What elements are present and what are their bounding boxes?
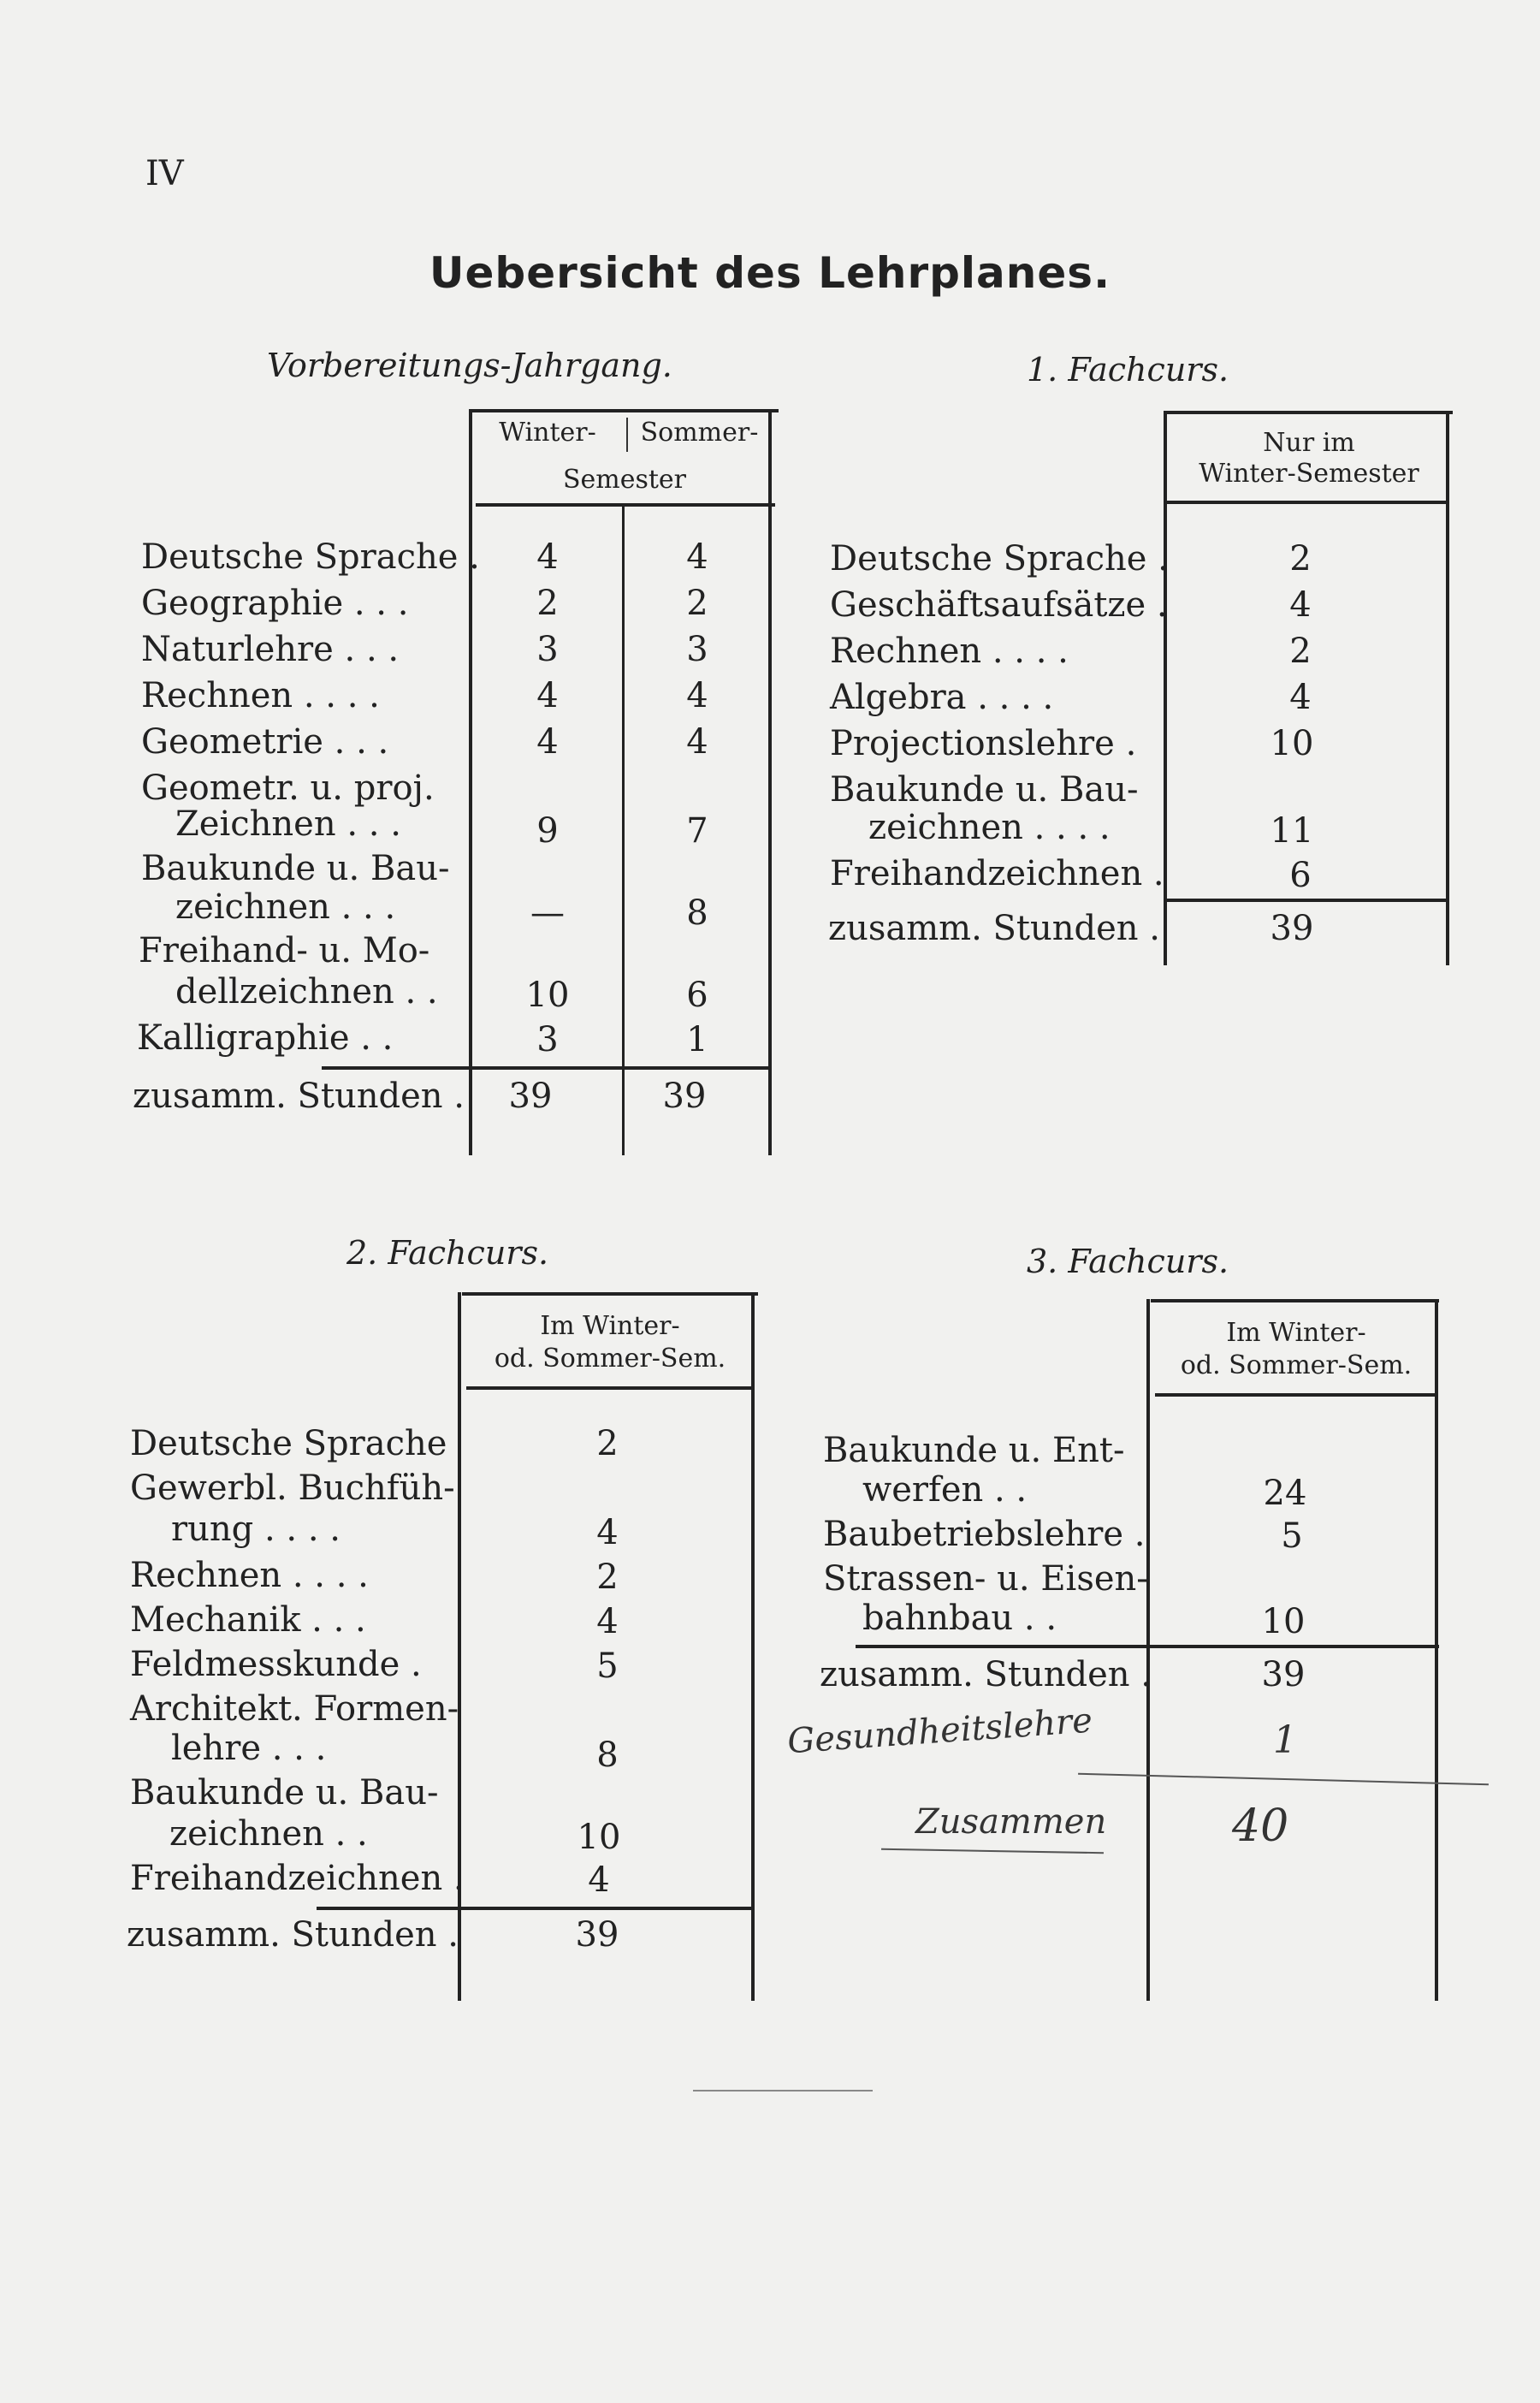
vorb-row-label: Geometrie . . . [141, 722, 389, 762]
f1-total-rule [1167, 899, 1449, 902]
end-rule [693, 2090, 873, 2092]
f3-col-line-left [1146, 1299, 1150, 2001]
f1-row-value: 4 [1289, 585, 1312, 625]
vorb-row-winter: 4 [536, 537, 559, 577]
handwritten-underline [1078, 1773, 1489, 1786]
handwritten-total-underline [881, 1848, 1104, 1854]
f3-total-value: 39 [1261, 1655, 1306, 1694]
f2-row-label: Freihandzeichnen . [130, 1859, 465, 1898]
vorb-row-label: Zeichnen . . . [175, 804, 401, 844]
vorb-row-winter: 3 [536, 630, 559, 669]
f2-row-value: 5 [596, 1646, 619, 1686]
vorb-row-sommer: 7 [686, 811, 708, 851]
f3-row-value: 5 [1281, 1516, 1303, 1556]
handwritten-subject-value: 1 [1273, 1718, 1297, 1762]
f3-total-rule [856, 1645, 1439, 1648]
f2-row-label: Architekt. Formen- [130, 1689, 459, 1729]
f3-row-label: Baubetriebslehre . [823, 1515, 1146, 1554]
vorb-row-label: Naturlehre . . . [141, 630, 400, 669]
f3-row-value: 24 [1263, 1474, 1307, 1513]
vorb-row-label: Geographie . . . [141, 584, 409, 623]
f1-col-line2: Winter-Semester [1199, 459, 1419, 489]
f1-row-label: Deutsche Sprache . [830, 539, 1169, 578]
f1-col-line1: Nur im [1263, 428, 1355, 458]
f2-row-value: 2 [596, 1424, 619, 1463]
vorb-col-line-right [768, 409, 772, 1155]
f1-row-label: Algebra . . . . [830, 678, 1054, 717]
f3-total-label: zusamm. Stunden . [820, 1655, 1152, 1694]
vorb-row-winter: 10 [525, 976, 570, 1015]
f2-total-value: 39 [575, 1915, 619, 1955]
f3-header-rule [1155, 1393, 1437, 1397]
vorb-row-sommer: 4 [686, 537, 708, 577]
vorb-row-sommer: 4 [686, 676, 708, 715]
vorb-row-sommer: 4 [686, 722, 708, 762]
f2-col-line-right [751, 1292, 755, 2001]
vorb-col-sommer: Sommer- [640, 418, 759, 448]
f1-row-value: 4 [1289, 678, 1312, 717]
vorb-row-sommer: 8 [686, 893, 708, 933]
f2-row-label: Deutsche Sprache [130, 1424, 447, 1463]
f1-row-value: 11 [1270, 811, 1314, 851]
vorb-row-sommer: 3 [686, 630, 708, 669]
f2-table-top-rule [462, 1292, 758, 1296]
f3-row-value: 10 [1261, 1602, 1306, 1641]
f1-table-top-rule [1164, 411, 1453, 414]
handwritten-subject: Gesundheitslehre [785, 1700, 1094, 1762]
f1-row-value: 2 [1289, 539, 1312, 578]
f2-row-label: Feldmesskunde . [130, 1645, 422, 1684]
vorb-row-label: Kalligraphie . . [137, 1018, 394, 1058]
f2-row-label: Rechnen . . . . [130, 1556, 369, 1595]
vorb-row-winter: 3 [536, 1020, 559, 1059]
f2-total-rule [317, 1907, 755, 1910]
f3-col-line1: Im Winter- [1226, 1318, 1366, 1348]
f3-col-line-right [1435, 1299, 1438, 2001]
vorb-total-winter: 39 [508, 1077, 553, 1116]
f1-row-label: zeichnen . . . . [868, 808, 1111, 847]
vorb-row-label: dellzeichnen . . [175, 972, 438, 1012]
vorb-total-label: zusamm. Stunden . [133, 1077, 465, 1116]
f2-row-value: 8 [596, 1736, 619, 1775]
f2-col-line1: Im Winter- [540, 1311, 680, 1341]
f1-row-value: 6 [1289, 856, 1312, 895]
f1-total-value: 39 [1270, 909, 1314, 948]
vorb-row-winter: 4 [536, 676, 559, 715]
f3-row-label: Strassen- u. Eisen- [823, 1559, 1148, 1599]
vorb-row-label: Geometr. u. proj. [141, 768, 435, 808]
handwritten-total-value: 40 [1232, 1801, 1289, 1852]
f2-row-label: rung . . . . [171, 1510, 341, 1549]
vorb-col-winter: Winter- [499, 418, 596, 448]
f3-row-label: werfen . . [862, 1470, 1028, 1510]
f3-row-label: Baukunde u. Ent- [823, 1431, 1125, 1470]
vorb-header-rule [476, 503, 775, 507]
section-heading-fachcurs-1: 1. Fachcurs. [1027, 351, 1229, 389]
page-number: IV [145, 154, 184, 193]
f1-row-label: Rechnen . . . . [830, 632, 1069, 671]
section-heading-vorbereitung: Vorbereitungs-Jahrgang. [267, 347, 672, 384]
vorb-table-top-rule [469, 409, 779, 412]
f1-row-label: Baukunde u. Bau- [830, 770, 1139, 810]
vorb-row-winter: 9 [536, 811, 559, 851]
f1-row-value: 2 [1289, 632, 1312, 671]
vorb-row-label: zeichnen . . . [175, 887, 396, 927]
vorb-row-label: Freihand- u. Mo- [139, 931, 430, 970]
vorb-row-winter: 4 [536, 722, 559, 762]
vorb-header-divider [626, 418, 628, 452]
vorb-row-sommer: 2 [686, 584, 708, 623]
vorb-row-label: Baukunde u. Bau- [141, 849, 450, 888]
f1-row-value: 10 [1270, 724, 1314, 763]
vorb-row-sommer: 1 [686, 1020, 708, 1059]
vorb-total-rule [322, 1066, 770, 1070]
vorb-row-sommer: 6 [686, 976, 708, 1015]
f2-row-label: Gewerbl. Buchfüh- [130, 1468, 455, 1508]
f2-row-value: 2 [596, 1558, 619, 1597]
f2-row-label: zeichnen . . [169, 1814, 368, 1854]
f2-row-label: Mechanik . . . [130, 1600, 366, 1640]
f1-total-label: zusamm. Stunden . [828, 909, 1160, 948]
f3-table-top-rule [1151, 1299, 1439, 1302]
handwritten-total-label: Zusammen [915, 1802, 1107, 1842]
f1-col-line-right [1446, 411, 1449, 965]
vorb-col-line-left [469, 409, 472, 1155]
f1-header-rule [1167, 501, 1449, 504]
vorb-total-sommer: 39 [662, 1077, 707, 1116]
vorb-row-winter: 2 [536, 584, 559, 623]
f2-row-value: 4 [588, 1860, 610, 1900]
section-heading-fachcurs-2: 2. Fachcurs. [346, 1234, 549, 1272]
f2-row-label: lehre . . . [171, 1729, 327, 1768]
vorb-row-label: Deutsche Sprache . [141, 537, 480, 577]
vorb-col-semester: Semester [562, 465, 687, 495]
f2-row-label: Baukunde u. Bau- [130, 1773, 439, 1813]
f3-row-label: bahnbau . . [862, 1599, 1057, 1638]
f2-header-rule [466, 1386, 754, 1390]
vorb-row-label: Rechnen . . . . [141, 676, 380, 715]
f2-row-value: 10 [577, 1818, 621, 1857]
vorb-col-line-mid [622, 503, 625, 1155]
f2-row-value: 4 [596, 1602, 619, 1641]
f2-total-label: zusamm. Stunden . [127, 1915, 459, 1955]
page-title: Uebersicht des Lehrplanes. [429, 248, 1111, 298]
f1-row-label: Freihandzeichnen . [830, 854, 1164, 893]
section-heading-fachcurs-3: 3. Fachcurs. [1027, 1243, 1229, 1280]
f3-col-line2: od. Sommer-Sem. [1180, 1350, 1413, 1380]
f2-col-line2: od. Sommer-Sem. [494, 1344, 726, 1374]
vorb-row-winter: — [530, 893, 565, 933]
f1-row-label: Projectionslehre . [830, 724, 1137, 763]
f1-row-label: Geschäftsaufsätze . [830, 585, 1168, 625]
f2-row-value: 4 [596, 1513, 619, 1552]
